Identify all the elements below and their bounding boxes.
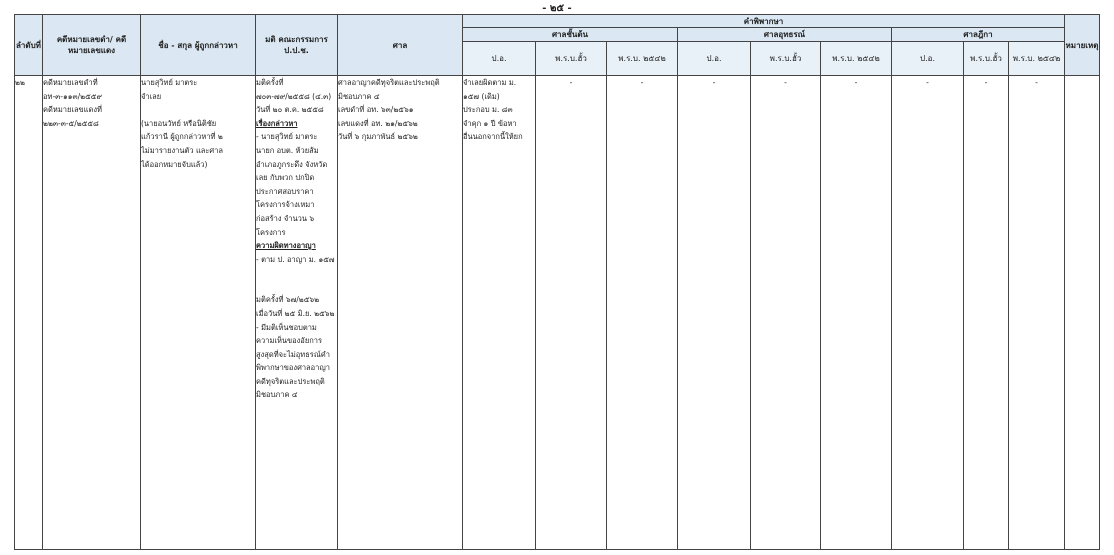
resolution-line: มิชอบภาค ๔	[256, 390, 298, 400]
resolution-line: เลย กับพวก ปกปิด	[256, 173, 315, 183]
dash: -	[854, 78, 858, 87]
header-court: ศาล	[338, 15, 463, 76]
resolution-line: ความเห็นของอัยการ	[256, 336, 322, 346]
court-line: วันที่ ๖ กุมภาพันธ์ ๒๕๖๒	[338, 132, 418, 142]
cell-supreme-act-2542	[1009, 76, 1065, 550]
accused-line: นายสุวิทย์ มาตระ	[141, 78, 198, 87]
dash: -	[569, 78, 573, 87]
court-line: เลขดำที่ อท. ๖๓/๒๕๖๑	[338, 105, 414, 115]
case-line: อท-๓-๑๑๓/๒๕๕๙	[43, 91, 102, 101]
judgment-table	[14, 14, 1100, 550]
cell-court	[338, 76, 463, 550]
cell-case-number	[43, 76, 141, 550]
header-court-supreme: ศาลฎีกา	[892, 28, 1065, 42]
dash: -	[984, 78, 988, 87]
header-supreme-act-corrupt: พ.ร.บ.ฮั้ว	[964, 42, 1009, 76]
header-resolution: มติ คณะกรรมการ ป.ป.ช.	[256, 15, 338, 76]
resolution-law-line: - ตาม ป. อาญา ม. ๑๕๗	[256, 254, 335, 264]
resolution-line: คดีทุจริตและประพฤติ	[256, 376, 325, 386]
page-number: - ๒๕ -	[542, 3, 572, 14]
cell-appeal-po	[678, 76, 751, 550]
header-court-first: ศาลชั้นต้น	[463, 28, 678, 42]
resolution-line: มติครั้งที่	[256, 78, 284, 87]
cell-appeal-act-corrupt	[751, 76, 821, 550]
seq-value: ๒๒	[15, 78, 25, 87]
cell-seq	[15, 76, 43, 550]
header-accused-name: ชื่อ - สกุล ผู้ถูกกล่าวหา	[141, 15, 256, 76]
resolution-line: ประกาศสอบราคา	[256, 186, 314, 196]
accused-note-line: ได้ออกหมายจับแล้ว)	[141, 159, 208, 169]
header-supreme-po: ป.อ.	[892, 42, 964, 76]
cell-first-po	[463, 76, 536, 550]
court-line: มิชอบภาค ๔	[338, 91, 380, 101]
court-line: เลขแดงที่ อท. ๒๑/๒๕๖๒	[338, 118, 418, 128]
accused-line: จำเลย	[141, 91, 162, 101]
header-seq: ลำดับที่	[15, 15, 43, 76]
resolution-line: อำเภอภูกระดึง จังหวัด	[256, 159, 328, 169]
resolution-line: วันที่ ๒๐ ต.ค. ๒๕๕๘	[256, 105, 324, 115]
header-court-appeal: ศาลอุทธรณ์	[678, 28, 892, 42]
cell-first-act-corrupt	[536, 76, 607, 550]
dash: -	[712, 78, 716, 87]
cell-first-act-2542	[607, 76, 678, 550]
resolution-heading-criminal: ความผิดทางอาญา	[256, 241, 316, 251]
first-po-line: จำคุก ๑ ปี ข้อหา	[463, 118, 517, 128]
cell-remarks	[1065, 76, 1100, 550]
cell-appeal-act-2542	[821, 76, 892, 550]
resolution-line: ๗๐๓-๗๙/๒๕๕๘ (๔.๓)	[256, 91, 332, 101]
header-appeal-act-corrupt: พ.ร.บ.ฮั้ว	[751, 42, 821, 76]
dash: -	[1035, 78, 1038, 87]
cell-accused	[141, 76, 256, 550]
cell-resolution	[256, 76, 338, 550]
dash: -	[926, 78, 929, 87]
first-po-line: จำเลยผิดตาม ม.	[463, 78, 517, 87]
case-line: คดีหมายเลขดำที่	[43, 78, 98, 87]
header-judgment: คำพิพากษา	[463, 15, 1065, 28]
case-line: คดีหมายเลขแดงที่	[43, 105, 102, 115]
dash: -	[640, 78, 644, 87]
resolution-heading-allegation: เรื่องกล่าวหา	[256, 118, 298, 128]
resolution-line: - มีมติเห็นชอบตาม	[256, 322, 317, 332]
dash: -	[784, 78, 787, 87]
resolution-line: นายก อบต. ห้วยส้ม	[256, 145, 319, 155]
header-case-number: คดีหมายเลขดำ/ คดีหมายเลขแดง	[43, 15, 141, 76]
cell-supreme-po	[892, 76, 964, 550]
resolution-line: มติครั้งที่ ๖๗/๒๕๖๒	[256, 295, 320, 305]
resolution-line: ก่อสร้าง จำนวน ๖	[256, 213, 315, 223]
resolution-line: - นายสุวิทย์ มาตระ	[256, 132, 318, 142]
case-line: ๒๒๓-๓-๕/๒๕๕๘	[43, 118, 99, 128]
resolution-line: เมื่อวันที่ ๒๕ มิ.ย. ๒๕๖๒	[256, 308, 335, 318]
accused-note-line: แก้วรานี ผู้ถูกกล่าวหาที่ ๒	[141, 132, 223, 142]
accused-note-line: ไม่มารายงานตัว และศาล	[141, 145, 223, 155]
resolution-line: โครงการ	[256, 227, 286, 237]
court-line: ศาลอาญาคดีทุจริตและประพฤติ	[338, 78, 440, 87]
resolution-line: พิพากษาของศาลอาญา	[256, 363, 330, 373]
header-supreme-act-2542: พ.ร.บ. ๒๕๔๒	[1009, 42, 1065, 76]
first-po-line: อื่นนอกจากนี้ให้ยก	[463, 132, 523, 142]
first-po-line: ประกอบ ม. ๘๓	[463, 105, 513, 115]
cell-supreme-act-corrupt	[964, 76, 1009, 550]
header-appeal-po: ป.อ.	[678, 42, 751, 76]
header-first-po: ป.อ.	[463, 42, 536, 76]
resolution-line: โครงการจ้างเหมา	[256, 200, 315, 210]
header-first-act-2542: พ.ร.บ. ๒๕๔๒	[607, 42, 678, 76]
header-remarks: หมายเหตุ	[1065, 15, 1100, 76]
resolution-line: สูงสุดที่จะไม่อุทธรณ์คำ	[256, 349, 331, 359]
first-po-line: ๑๕๗ (เดิม)	[463, 91, 500, 101]
accused-note-line: (นายอนวัทย์ หรือนิติชัย	[141, 118, 217, 128]
header-appeal-act-2542: พ.ร.บ. ๒๕๔๒	[821, 42, 892, 76]
header-first-act-corrupt: พ.ร.บ.ฮั้ว	[536, 42, 607, 76]
